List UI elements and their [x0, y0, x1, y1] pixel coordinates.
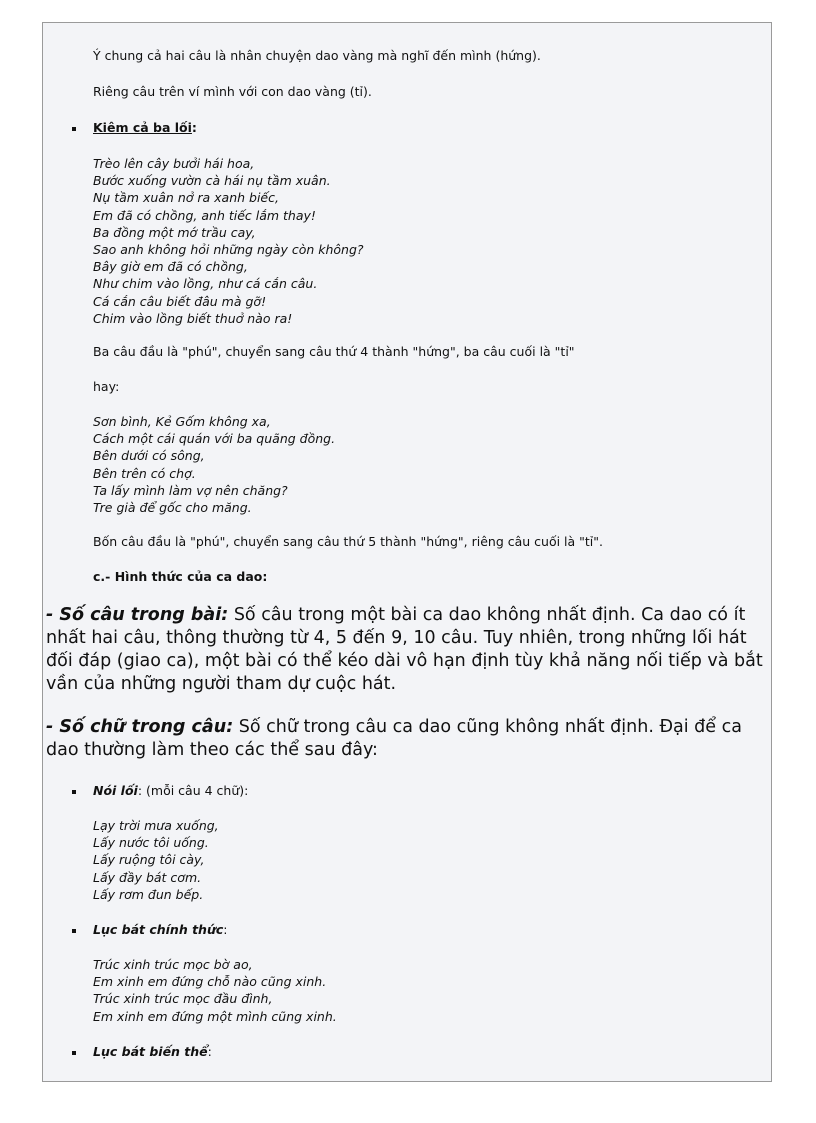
section-c-heading: c.- Hình thức của ca dao: [93, 569, 268, 584]
poem-line: Lấy đầy bát cơm. [93, 869, 202, 885]
poem-line: Lạy trời mưa xuống, [93, 818, 219, 833]
so-chu-paragraph [46, 716, 766, 762]
bullet-marker [72, 790, 76, 794]
poem-noi-loi [93, 817, 219, 903]
poem-luc-bat [93, 956, 337, 1025]
poem-line: Như chim vào lồng, như cá cắn câu. [93, 276, 318, 292]
document-frame [42, 22, 772, 1082]
poem-line: Sơn bình, Kẻ Gốm không xa, [93, 414, 271, 429]
poem-line: Lấy nước tôi uống. [93, 835, 209, 851]
poem-line: Bên dưới có sông, [93, 448, 205, 464]
poem-line: Cá cắn câu biết đâu mà gỡ! [93, 293, 267, 309]
bullet-marker [72, 127, 76, 131]
so-cau-paragraph [46, 604, 766, 696]
bullet-marker [72, 1051, 76, 1055]
noi-loi-heading: Nói lối: (mỗi câu 4 chữ): [93, 783, 249, 798]
poem-line: Trúc xinh trúc mọc bờ ao, [93, 957, 253, 972]
poem-line: Ta lấy mình làm vợ nên chăng? [93, 482, 288, 498]
poem-line: Em xinh em đứng chỗ nào cũng xinh. [93, 974, 327, 990]
intro-line-2: Riêng câu trên ví mình với con dao vàng (tỉ). [93, 84, 372, 99]
so-cau-lead: - Số câu trong bài: [46, 605, 229, 625]
poem-line: Bước xuống vườn cà hái nụ tầm xuân. [93, 173, 331, 189]
so-chu-lead: - Số chữ trong câu: [46, 717, 234, 737]
poem-line: Trúc xinh trúc mọc đầu đình, [93, 991, 273, 1007]
poem-line: Ba đồng một mớ trầu cay, [93, 224, 256, 240]
intro-line-1: Ý chung cả hai câu là nhân chuyện dao vàng mà nghĩ đến mình (hứng). [93, 48, 541, 63]
bullet-marker [72, 929, 76, 933]
so-cau-text: Số câu trong một bài ca dao không nhất định. Ca dao có ít nhất hai câu, thông thường từ 4, 5 đến 9, 10 câu. Tuy nhiên, trong những lối hát đối đáp (giao ca), một bài có thể kéo dài vô hạn định tùy khả năng nối tiếp và bắt vần của những người tham dự cuộc hát. [46, 605, 763, 694]
poem-line: Sao anh không hỏi những ngày còn không? [93, 242, 364, 258]
poem-line: Cách một cái quán với ba quãng đồng. [93, 431, 336, 447]
luc-bat-bien-the-heading: Lục bát biến thể: [93, 1044, 212, 1059]
poem-kiem-2 [93, 413, 335, 516]
poem-line: Nụ tầm xuân nở ra xanh biếc, [93, 190, 279, 206]
note-1: Ba câu đầu là "phú", chuyển sang câu thứ 4 thành "hứng", ba câu cuối là "tỉ" [93, 344, 575, 359]
poem-kiem-1 [93, 155, 364, 327]
kiem-heading: Kiêm cả ba lối: [93, 120, 197, 135]
poem-line: Lấy rơm đun bếp. [93, 886, 204, 902]
note-2: Bốn câu đầu là "phú", chuyển sang câu thứ 5 thành "hứng", riêng câu cuối là "tỉ". [93, 534, 603, 549]
poem-line: Bây giờ em đã có chồng, [93, 259, 248, 275]
poem-line: Tre già để gốc cho măng. [93, 500, 252, 516]
poem-line: Lấy ruộng tôi cày, [93, 852, 205, 868]
poem-line: Chim vào lồng biết thuở nào ra! [93, 310, 293, 326]
poem-line: Em đã có chồng, anh tiếc lắm thay! [93, 207, 316, 223]
poem-line: Bên trên có chợ. [93, 465, 196, 481]
poem-line: Trèo lên cây bưởi hái hoa, [93, 156, 255, 171]
so-chu-text: Số chữ trong câu ca dao cũng không nhất định. Đại để ca dao thường làm theo các thể sau đây: [46, 717, 742, 760]
luc-bat-heading: Lục bát chính thức: [93, 922, 228, 937]
poem-line: Em xinh em đứng một mình cũng xinh. [93, 1008, 337, 1024]
hay-label: hay: [93, 379, 120, 394]
